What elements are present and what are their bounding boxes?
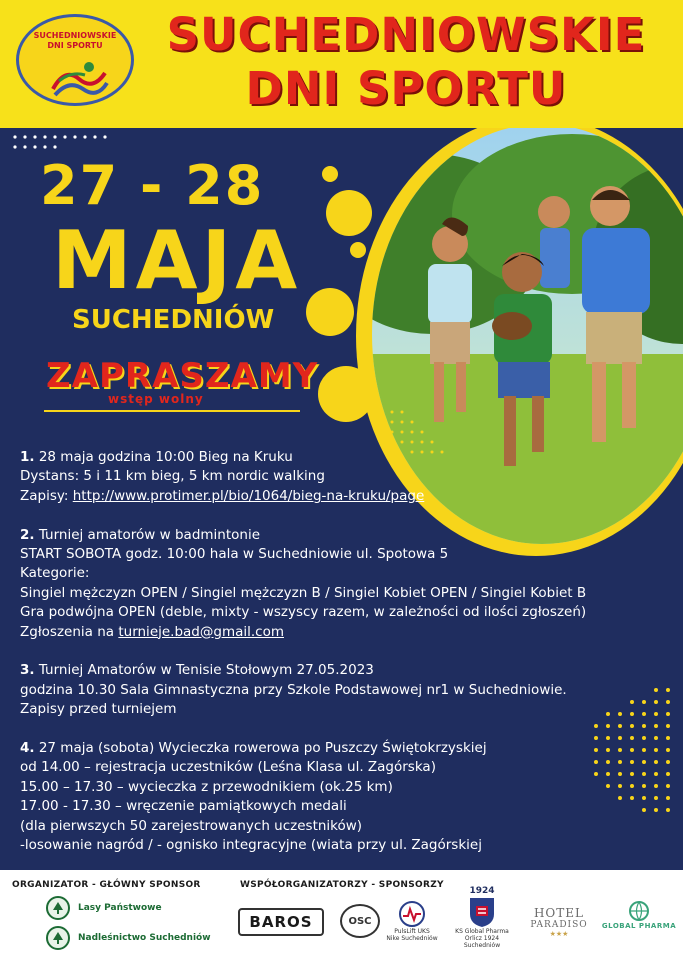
divider-line — [44, 410, 300, 412]
decor-dot — [306, 288, 354, 336]
free-entry-text: wstęp wolny — [108, 392, 204, 406]
event-3-signup: Zapisy przed turniejem — [20, 701, 177, 718]
osc-text: OSC — [348, 915, 372, 927]
event-1-line-1 — [20, 448, 670, 467]
event-1 — [20, 448, 670, 506]
event-3-venue: godzina 10.30 Sala Gimnastyczna przy Szkole Podstawowej nr1 w Suchedniowie. — [20, 681, 567, 698]
event-month: MAJA — [52, 214, 302, 307]
event-2-line-1 — [20, 526, 670, 545]
baros-logo — [238, 908, 324, 936]
logo-text-line1: SUCHEDNIOWSKIE — [33, 31, 117, 40]
ks-line1: KS Global Pharma — [455, 928, 509, 935]
tree-icon — [46, 896, 70, 920]
hotel-paradiso-logo — [528, 906, 590, 938]
title-line2: DNI SPORTU — [245, 62, 567, 115]
event-2-categories: Singiel mężczyzn OPEN / Singiel mężczyzn B / Singiel Kobiet OPEN / Singiel Kobiet B — [20, 584, 587, 601]
ks-orlicz-logo — [448, 886, 516, 956]
globe-icon — [628, 900, 650, 922]
event-4-number: 4. — [20, 740, 35, 757]
event-3-title: Turniej Amatorów w Tenisie Stołowym 27.05.2023 — [38, 662, 374, 679]
event-list — [20, 448, 670, 870]
pulslift-emblem-icon — [397, 900, 427, 928]
baros-text: BAROS — [249, 913, 313, 931]
logo-text-line2: DNI SPORTU — [47, 41, 103, 50]
page-title — [136, 8, 676, 116]
organizer-label: ORGANIZATOR - GŁÓWNY SPONSOR — [12, 880, 201, 890]
osc-logo — [340, 904, 380, 938]
event-1-number: 1. — [20, 449, 35, 465]
hotel-line2: PARADISO — [530, 920, 588, 930]
event-2-signup-label: Zgłoszenia na — [20, 623, 119, 640]
nadlesnictwo-logo — [46, 926, 211, 950]
event-2-categories-label: Kategorie: — [20, 565, 90, 582]
event-4-medals-note: (dla pierwszych 50 zarejestrowanych uczestników) — [20, 817, 363, 834]
event-1-signup-link[interactable]: http://www.protimer.pl/bio/1064/bieg-na-kruku/page — [72, 487, 425, 504]
global-pharma-logo — [600, 900, 678, 930]
event-4-prizes: -losowanie nagród / - ognisko integracyjne (wiata przy ul. Zagórskiej — [20, 837, 482, 854]
event-2-signup-email[interactable]: turnieje.bad@gmail.com — [118, 623, 284, 640]
main-panel — [0, 128, 683, 870]
event-1-title: 28 maja godzina 10:00 Bieg na Kruku — [38, 449, 293, 465]
pulslift-line1: PulsLift UKS — [394, 928, 430, 935]
event-1-distance: Dystans: 5 i 11 km bieg, 5 km nordic walking — [20, 468, 325, 485]
decor-dot — [322, 166, 338, 182]
global-pharma-text: GLOBAL PHARMA — [601, 922, 677, 930]
decor-dot — [318, 366, 374, 422]
event-2 — [20, 526, 670, 642]
event-2-signup — [20, 623, 670, 642]
event-2-start: START SOBOTA godz. 10:00 hala w Suchedniowie ul. Spotowa 5 — [20, 546, 449, 563]
pulslift-line2: Nike Suchedniów — [386, 935, 438, 942]
lasy-panstwowe-logo — [46, 896, 162, 920]
event-1-signup-label: Zapisy: — [20, 487, 73, 504]
ks-year: 1924 — [469, 886, 495, 896]
event-4-tour: 15.00 – 17.30 – wycieczka z przewodnikiem (ok.25 km) — [20, 778, 393, 795]
org2-name: Nadleśnictwo Suchedniów — [78, 933, 211, 943]
event-dates: 27 - 28 — [40, 154, 265, 217]
event-2-title: Turniej amatorów w badmintonie — [38, 526, 261, 543]
event-2-number: 2. — [20, 526, 35, 543]
dot-pattern-top-left — [10, 132, 120, 152]
org1-name: Lasy Państwowe — [78, 903, 162, 913]
decor-dot — [350, 242, 366, 258]
header-banner — [0, 0, 683, 128]
shield-icon — [468, 896, 496, 928]
event-4-line-1 — [20, 739, 670, 758]
event-3 — [20, 661, 670, 719]
event-3-number: 3. — [20, 662, 35, 679]
sponsors-footer — [0, 870, 683, 960]
event-4-registration: od 14.00 – rejestracja uczestników (Leśna Klasa ul. Zagórska) — [20, 759, 436, 776]
event-4 — [20, 739, 670, 855]
coorganizers-label: WSPÓŁORGANIZATORZY - SPONSORZY — [240, 880, 444, 890]
event-logo — [16, 14, 134, 106]
event-3-line-1 — [20, 661, 670, 680]
event-4-medals: 17.00 - 17.30 – wręczenie pamiątkowych medali — [20, 798, 347, 815]
decor-dot — [326, 190, 372, 236]
runner-logo-icon — [49, 59, 109, 99]
event-1-signup — [20, 487, 670, 506]
invite-heading: ZAPRASZAMY — [46, 356, 319, 396]
hotel-line1: HOTEL — [533, 906, 585, 920]
logo-text — [19, 31, 131, 51]
title-line1: SUCHEDNIOWSKIE — [166, 8, 646, 61]
ks-line2: Orlicz 1924 Suchedniów — [463, 935, 501, 949]
event-city: SUCHEDNIÓW — [72, 305, 275, 335]
hotel-stars: ★★★ — [549, 930, 569, 938]
event-4-title: 27 maja (sobota) Wycieczka rowerowa po Puszczy Świętokrzyskiej — [38, 740, 487, 757]
pulslift-logo — [384, 900, 440, 956]
event-2-doubles: Gra podwójna OPEN (deble, mixty - wszyscy razem, w zależności od ilości zgłoszeń) — [20, 604, 587, 621]
tree-icon — [46, 926, 70, 950]
